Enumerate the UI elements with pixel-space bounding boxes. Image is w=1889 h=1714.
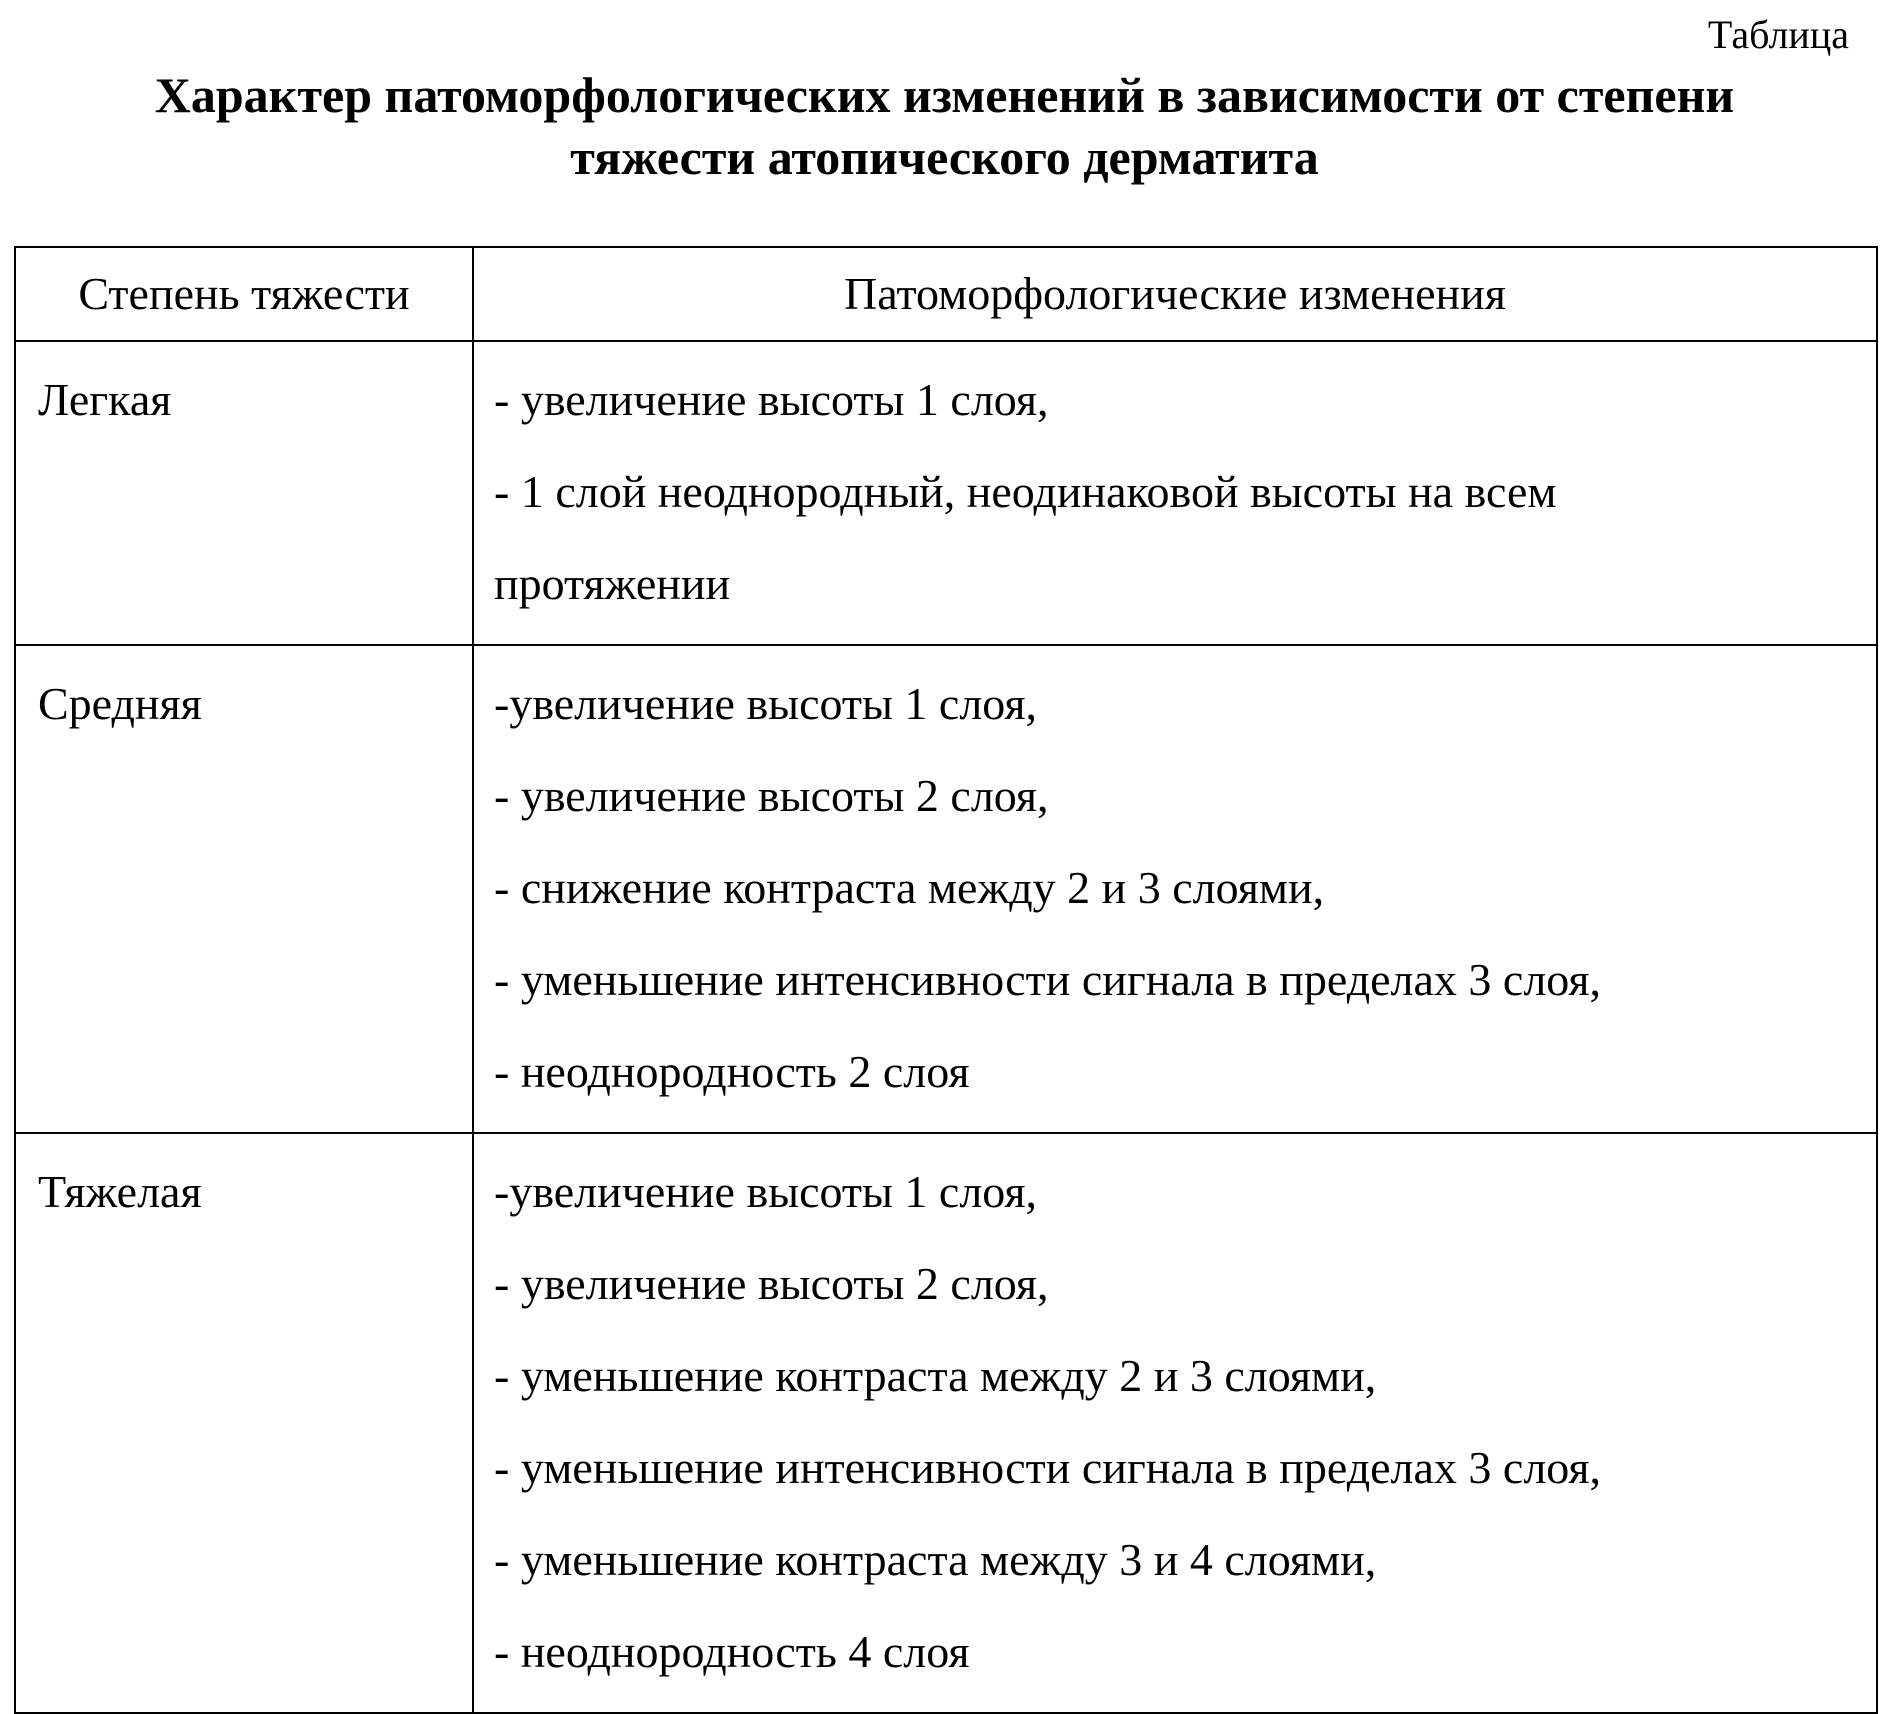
table-row-medium [15,645,1877,1133]
change-item: - неоднородность 2 слоя [494,1046,970,1097]
change-item: -увеличение высоты 1 слоя, [494,1166,1038,1217]
change-item: - уменьшение интенсивности сигнала в пределах 3 слоя, [494,954,1602,1005]
change-item: протяжении [494,558,731,609]
change-item: - снижение контраста между 2 и 3 слоями, [494,862,1325,913]
change-item: -увеличение высоты 1 слоя, [494,678,1038,729]
changes-cell [473,1133,1877,1713]
change-item: - уменьшение контраста между 3 и 4 слоями, [494,1534,1377,1585]
table-label: Таблица [1707,12,1849,57]
document-title [0,64,1889,188]
change-item: - уменьшение интенсивности сигнала в пределах 3 слоя, [494,1442,1602,1493]
change-item: - увеличение высоты 2 слоя, [494,770,1049,821]
document-title-line-2: тяжести атопического дерматита [570,129,1319,185]
change-item: - уменьшение контраста между 2 и 3 слоями, [494,1350,1377,1401]
header-severity: Степень тяжести [15,247,473,341]
header-changes: Патоморфологические изменения [473,247,1877,341]
change-item: - увеличение высоты 2 слоя, [494,1258,1049,1309]
document-title-line-1: Характер патоморфологических изменений в зависимости от степени [154,67,1735,123]
change-item: - неоднородность 4 слоя [494,1626,970,1677]
changes-cell [473,341,1877,645]
grade-cell: Средняя [15,645,473,1133]
grade-cell: Легкая [15,341,473,645]
change-item: - увеличение высоты 1 слоя, [494,374,1049,425]
table-header-row [15,247,1877,341]
grade-cell: Тяжелая [15,1133,473,1713]
change-item: - 1 слой неоднородный, неодинаковой высоты на всем [494,466,1557,517]
table-row-heavy [15,1133,1877,1713]
changes-cell [473,645,1877,1133]
severity-table [14,246,1878,1714]
table-row-light [15,341,1877,645]
